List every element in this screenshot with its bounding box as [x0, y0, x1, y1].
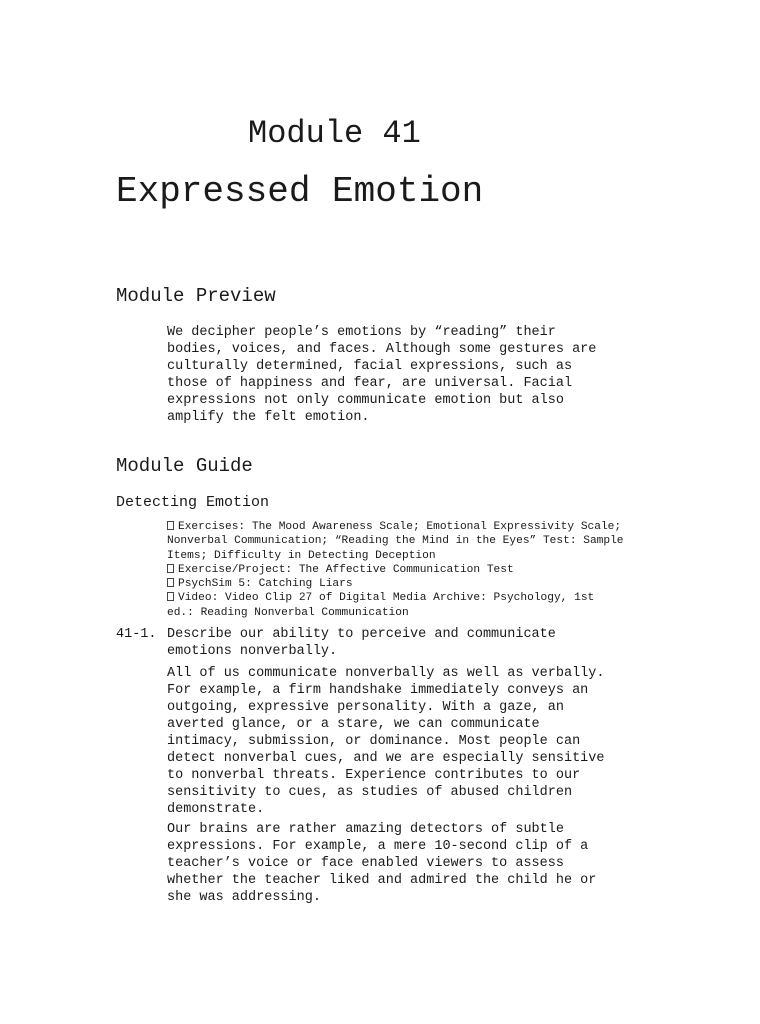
- resource-item: [167, 563, 657, 577]
- checkbox-icon: [167, 578, 174, 587]
- resource-text: Exercise/Project: The Affective Communication Test: [178, 563, 514, 576]
- resource-text: Exercises: The Mood Awareness Scale; Emotional Expressivity Scale; Nonverbal Communication; “Reading the Mind in the Eyes” Test: Sample Items; Difficulty in Detecting Deception: [167, 521, 624, 562]
- module-number: Module 41: [248, 115, 421, 152]
- checkbox-icon: [167, 521, 174, 530]
- resource-item: [167, 577, 657, 591]
- resource-text: Video: Video Clip 27 of Digital Media Archive: Psychology, 1st ed.: Reading Nonverbal Communication: [167, 592, 595, 619]
- preview-text: We decipher people’s emotions by “reading” their bodies, voices, and faces. Although some gestures are culturally determined, facial expressions, such as those of happiness and fear, are universal. Facial expressions not only communicate emotion but also amplify the felt emotion.: [167, 325, 597, 425]
- resource-item: [167, 520, 657, 563]
- checkbox-icon: [167, 592, 174, 601]
- resource-item: [167, 591, 657, 620]
- body-paragraph: All of us communicate nonverbally as well as verbally. For example, a firm handshake immediately conveys an outgoing, expressive personality. With a gaze, an averted glance, or a stare, we can communicate intimacy, submission, or dominance. Most people can detect nonverbal cues, and we are especially sensitive to nonverbal threats. Experience contributes to our sensitivity to cues, as studies of abused children demonstrate.: [167, 666, 605, 817]
- checkbox-icon: [167, 564, 174, 573]
- module-title: Expressed Emotion: [116, 171, 484, 212]
- resource-list: [167, 520, 657, 620]
- objective-number: 41-1.: [116, 627, 157, 642]
- preview-heading: Module Preview: [116, 285, 276, 307]
- body-paragraph: Our brains are rather amazing detectors of subtle expressions. For example, a mere 10-second clip of a teacher’s voice or face enabled viewers to assess whether the teacher liked and admired the child he or she was addressing.: [167, 822, 597, 905]
- section-title: Detecting Emotion: [116, 494, 270, 511]
- guide-heading: Module Guide: [116, 455, 253, 477]
- resource-text: PsychSim 5: Catching Liars: [178, 578, 353, 591]
- objective-prompt: Describe our ability to perceive and communicate emotions nonverbally.: [167, 627, 556, 659]
